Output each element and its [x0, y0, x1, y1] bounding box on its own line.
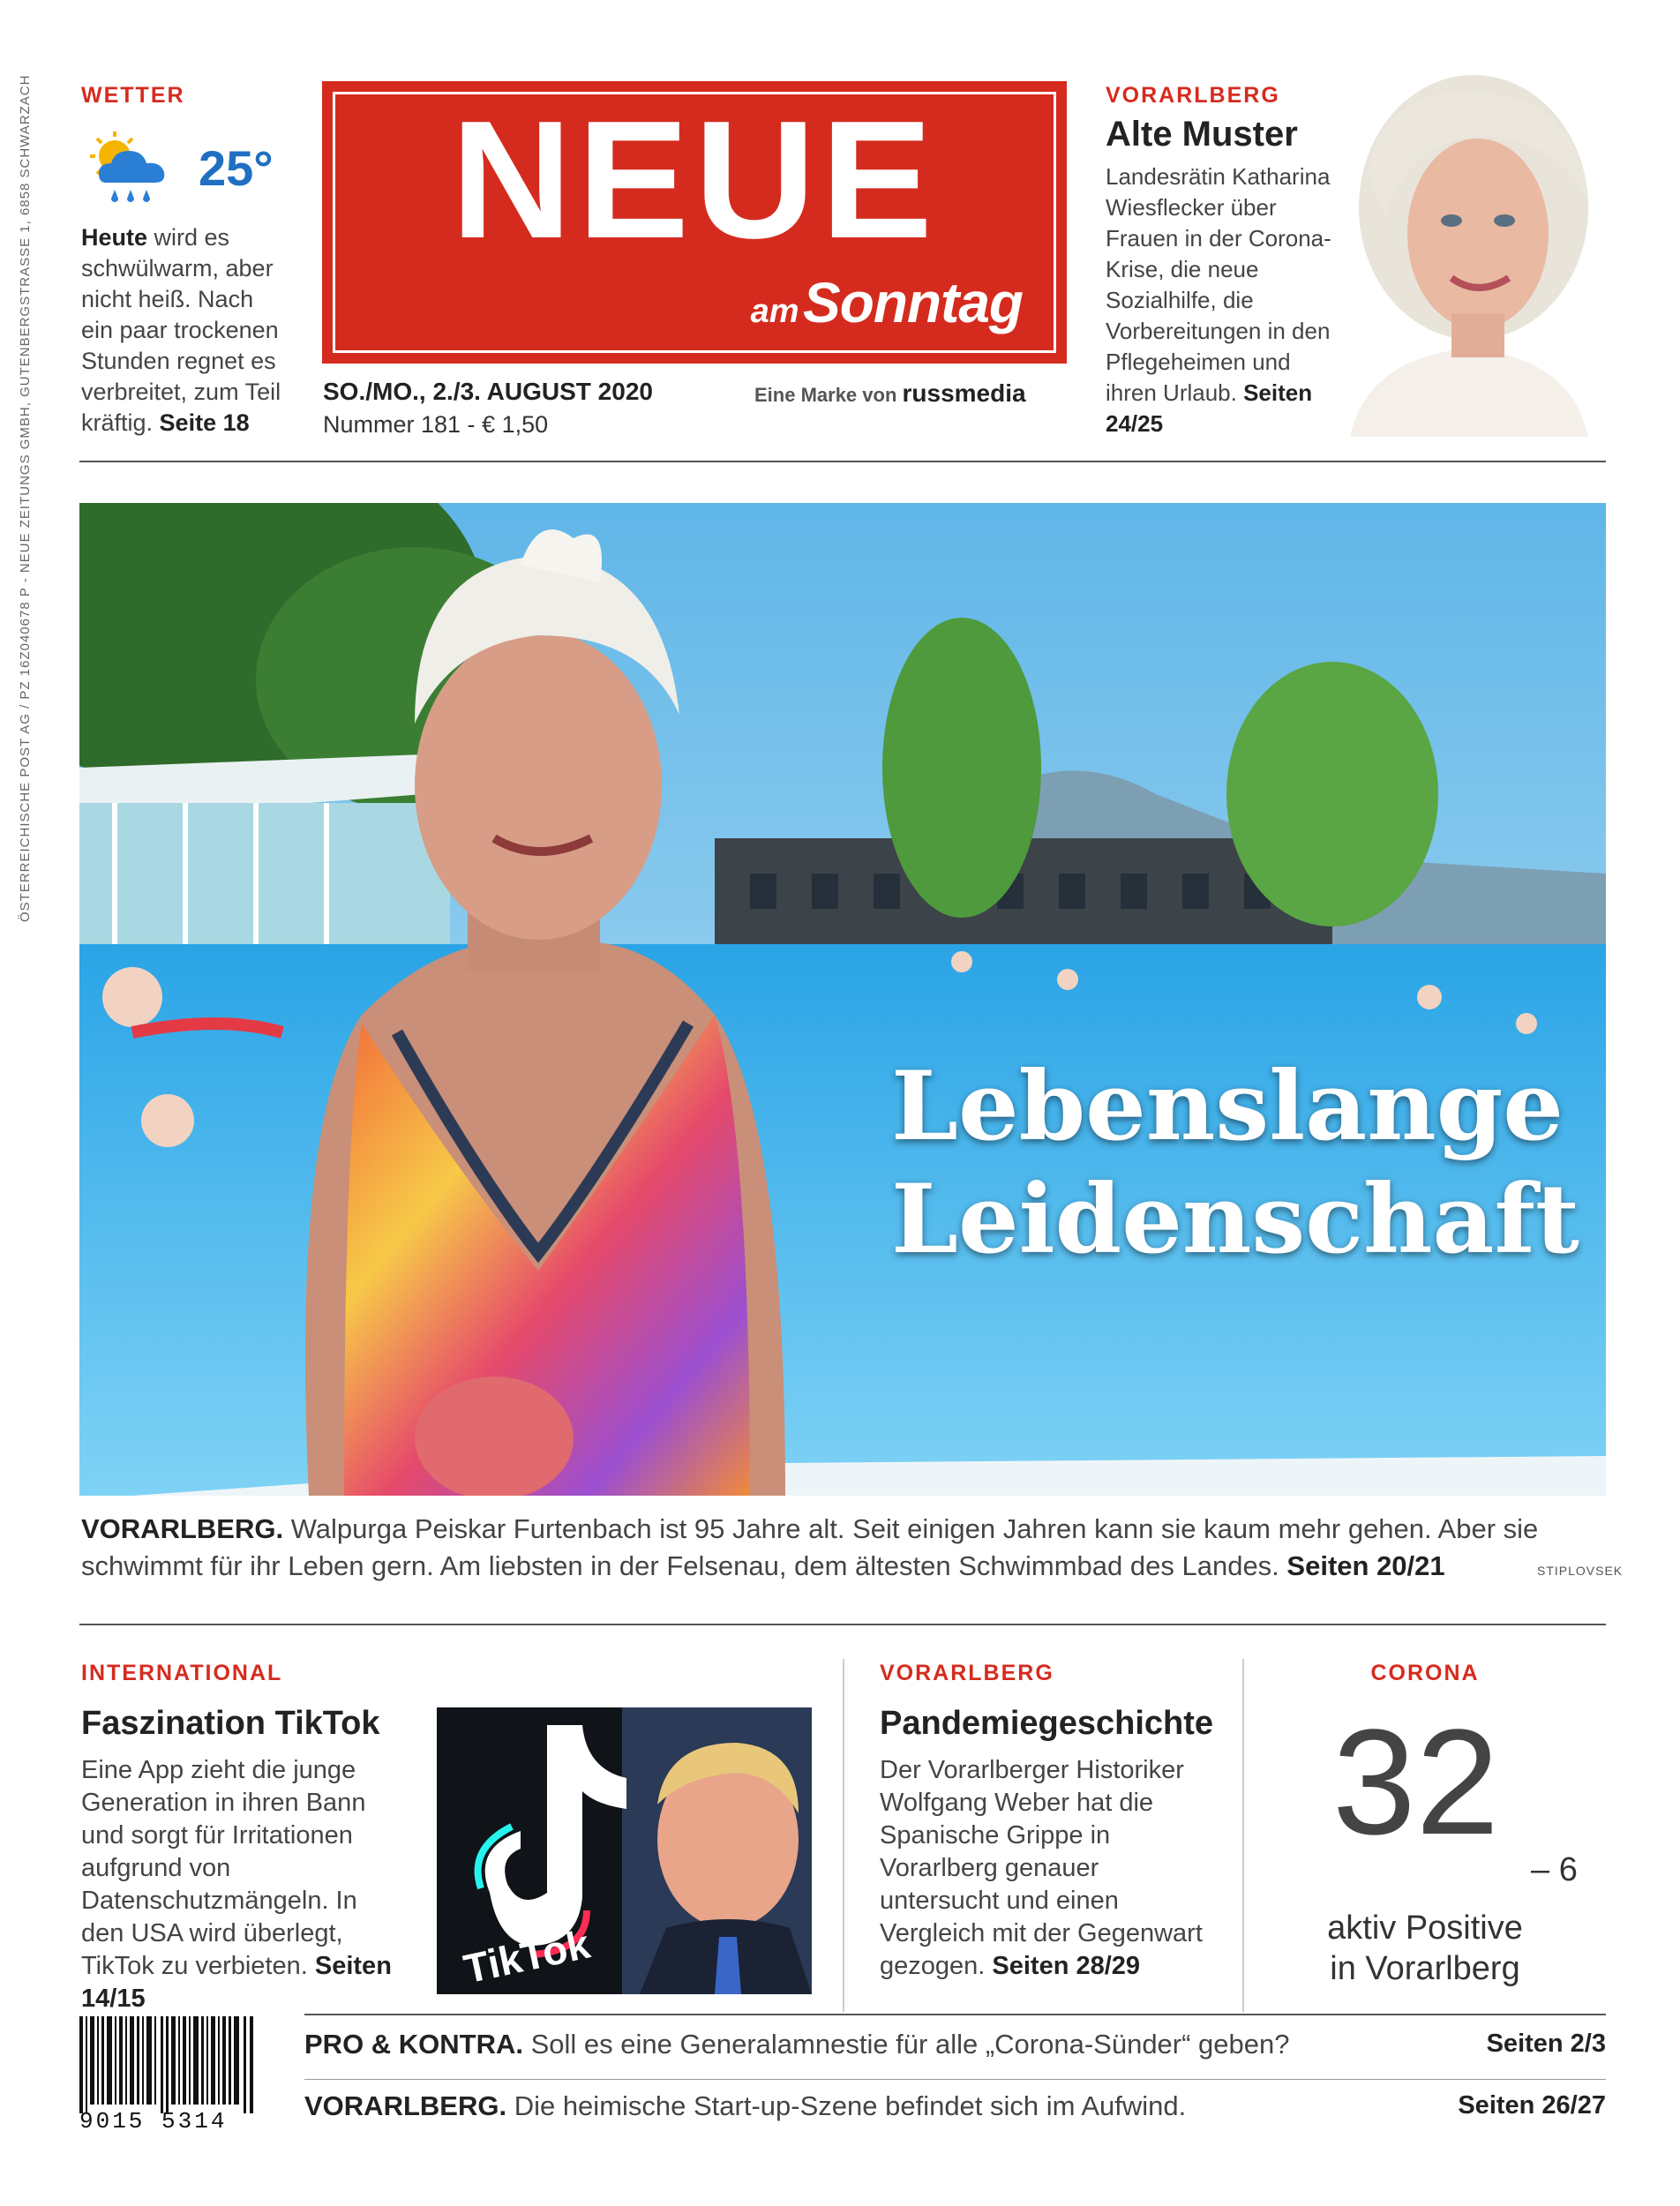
masthead-logo[interactable] — [322, 81, 1067, 364]
brand-line — [754, 379, 1026, 408]
photo-credit: STIPLOVSEK — [1537, 1564, 1624, 1578]
corona-delta: – 6 — [1531, 1851, 1578, 1888]
weather-today: Heute — [81, 224, 148, 251]
teaser-top-body: Landesrätin Katharina Wiesflecker über Frauen in der Corona-Krise, die neue Sozialhilfe, die Vorbereitungen in den Pflegeheimen und ihren Urlaub. — [1106, 163, 1331, 406]
russmedia-logo: russmedia — [902, 379, 1026, 407]
international-kicker: INTERNATIONAL — [81, 1661, 283, 1685]
masthead-sonntag: Sonntag — [803, 271, 1023, 334]
weather-temperature: 25° — [199, 140, 274, 196]
portrait-photo — [1332, 66, 1606, 437]
bottom-teaser-1-text: Soll es eine Generalamnestie für alle „Corona-Sünder“ geben? — [523, 2029, 1290, 2060]
bottom-rule-2 — [304, 2079, 1606, 2080]
bottom-teaser-2[interactable] — [304, 2090, 1451, 2122]
international-body: Eine App zieht die junge Generation in ihren Bann und sorgt für Irritationen aufgrund von Datenschutzmängeln. In den USA wird überlegt, TikTok zu verbieten. — [81, 1756, 366, 1980]
international-ref[interactable]: Seiten 14/15 — [81, 1952, 392, 2013]
bottom-teaser-2-text: Die heimische Start-up-Szene befindet sich im Aufwind. — [506, 2090, 1187, 2121]
tiktok-logo-text: TikTok — [460, 1920, 594, 1992]
international-text — [81, 1754, 399, 2015]
pandemie-kicker: VORARLBERG — [880, 1661, 1054, 1685]
pandemie-ref[interactable]: Seiten 28/29 — [992, 1952, 1141, 1980]
international-title[interactable]: Faszination TikTok — [81, 1705, 380, 1742]
postal-imprint: ÖSTERREICHISCHE POST AG / PZ 16Z040678 P - NEUE ZEITUNGS GMBH, GUTENBERGSTRASSE 1, 6858 SCHWARZACH — [18, 74, 33, 922]
hero-headline[interactable] — [891, 1050, 1597, 1276]
hero-caption-ref[interactable]: Seiten 20/21 — [1286, 1550, 1445, 1581]
bottom-teaser-1-ref[interactable]: Seiten 2/3 — [1486, 2030, 1606, 2058]
tiktok-photo — [437, 1707, 812, 1994]
weather-forecast: wird es schwülwarm, aber nicht heiß. Nach ein paar trockenen Stunden regnet es verbreitet, zum Teil kräftig. — [81, 224, 281, 436]
issue-date-text: SO./MO., 2./3. AUGUST 2020 — [323, 378, 653, 405]
mid-rule — [79, 1624, 1606, 1625]
pandemie-text — [880, 1754, 1206, 1983]
bottom-teaser-2-ref[interactable]: Seiten 26/27 — [1458, 2091, 1606, 2120]
corona-count: 32 — [1332, 1699, 1500, 1866]
issue-number: Nummer 181 - € 1,50 — [323, 411, 549, 438]
rain-cloud-icon — [79, 128, 185, 207]
pandemie-body: Der Vorarlberger Historiker Wolfgang Weber hat die Spanische Grippe in Vorarlberg genauer untersucht und einen Vergleich mit der Gegenwart gezogen. — [880, 1756, 1203, 1980]
weather-ref[interactable]: Seite 18 — [159, 409, 250, 436]
corona-label — [1244, 1908, 1606, 1989]
masthead-subtitle — [751, 270, 1023, 335]
pandemie-title[interactable]: Pandemiegeschichte — [880, 1705, 1214, 1742]
weather-text — [81, 222, 284, 439]
teaser-top-kicker: VORARLBERG — [1106, 83, 1280, 108]
hero-headline-line2: Leidenschaft — [891, 1164, 1579, 1275]
barcode-number: 9015 5314 — [79, 2108, 228, 2135]
barcode — [79, 2016, 256, 2135]
column-divider-1 — [843, 1659, 844, 2012]
weather-kicker: WETTER — [81, 83, 185, 108]
top-rule — [79, 461, 1606, 462]
corona-label-line1: aktiv Positive — [1327, 1910, 1523, 1947]
hero-caption — [81, 1511, 1581, 1585]
issue-date — [323, 378, 653, 406]
hero-caption-kicker: VORARLBERG. — [81, 1513, 284, 1544]
bottom-teaser-1-kicker: PRO & KONTRA. — [304, 2029, 523, 2060]
hero-photo[interactable] — [79, 503, 1606, 1496]
hero-caption-text: Walpurga Peiskar Furtenbach ist 95 Jahre alt. Seit einigen Jahren kann sie kaum mehr gehen. Aber sie schwimmt für ihr Leben gern. Am liebsten in der Felsenau, dem ältesten Schwimmbad des Landes. — [81, 1513, 1539, 1581]
masthead-brand: NEUE — [451, 86, 938, 274]
bottom-teaser-2-kicker: VORARLBERG. — [304, 2090, 507, 2121]
teaser-top-ref[interactable]: Seiten 24/25 — [1106, 379, 1313, 437]
brand-line-text: Eine Marke von — [754, 384, 897, 406]
bottom-teaser-1[interactable] — [304, 2028, 1451, 2060]
bottom-rule-1 — [304, 2014, 1606, 2015]
corona-kicker: CORONA — [1370, 1661, 1480, 1685]
teaser-top-text — [1106, 161, 1344, 439]
hero-headline-line1: Lebenslange — [891, 1051, 1564, 1162]
corona-label-line2: in Vorarlberg — [1330, 1950, 1520, 1987]
masthead-am: am — [750, 293, 799, 330]
teaser-top-title[interactable]: Alte Muster — [1106, 115, 1298, 154]
